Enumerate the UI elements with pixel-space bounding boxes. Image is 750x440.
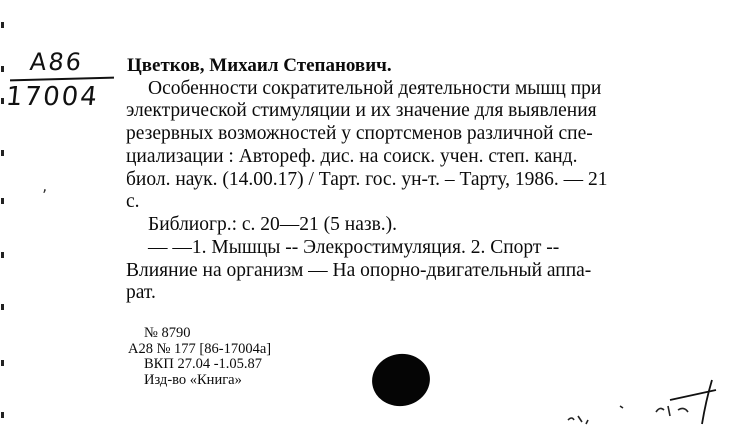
registration-code: A28 № 177 [86-17004a]: [128, 340, 272, 357]
edge-mark: [1, 360, 4, 366]
edge-mark: [1, 150, 4, 156]
edge-mark: [1, 22, 4, 28]
title-line: циализации : Автореф. дис. на соиск. учен. степ. канд.: [126, 145, 578, 167]
subject-headings: [126, 237, 726, 305]
edge-mark: [1, 98, 4, 104]
bibliography-note: Библиогр.: с. 20—21 (5 назв.).: [148, 214, 398, 235]
call-number-top: A86: [28, 48, 85, 76]
registration-number: № 8790: [144, 325, 191, 341]
stray-mark: ʼ: [42, 186, 48, 205]
edge-mark: [1, 198, 4, 204]
title-line: резервных возможностей у спортсменов различной спе-: [126, 123, 593, 145]
title-line: электрической стимуляции и их значение для выявления: [126, 100, 597, 122]
call-number-bottom: 17004: [4, 82, 101, 112]
ink-blot: [368, 349, 434, 410]
publisher: Изд-во «Книга»: [144, 371, 242, 388]
registration-block: [128, 326, 271, 388]
edge-mark: [1, 252, 4, 258]
title-line: Особенности сократительной деятельности мышц при: [148, 77, 602, 99]
handwritten-scribble: [560, 372, 750, 440]
subject-line: рат.: [126, 282, 156, 304]
author-name: Цветков, Михаил Степанович.: [127, 55, 392, 76]
call-number-divider: [10, 77, 114, 82]
edge-mark: [1, 66, 4, 72]
registration-vkp: ВКП 27.04 -1.05.87: [144, 356, 263, 373]
title-line: с.: [126, 191, 140, 213]
subject-line: — —1. Мышцы -- Элекростимуляция. 2. Спорт --: [148, 237, 560, 258]
edge-mark: [1, 304, 4, 310]
title-line: биол. наук. (14.00.17) / Тарт. гос. ун-т. – Тарту, 1986. — 21: [126, 168, 608, 190]
entry-body: [126, 55, 726, 214]
edge-mark: [1, 412, 4, 418]
subject-line: Влияние на организм — На опорно-двигательный аппа-: [126, 259, 592, 281]
